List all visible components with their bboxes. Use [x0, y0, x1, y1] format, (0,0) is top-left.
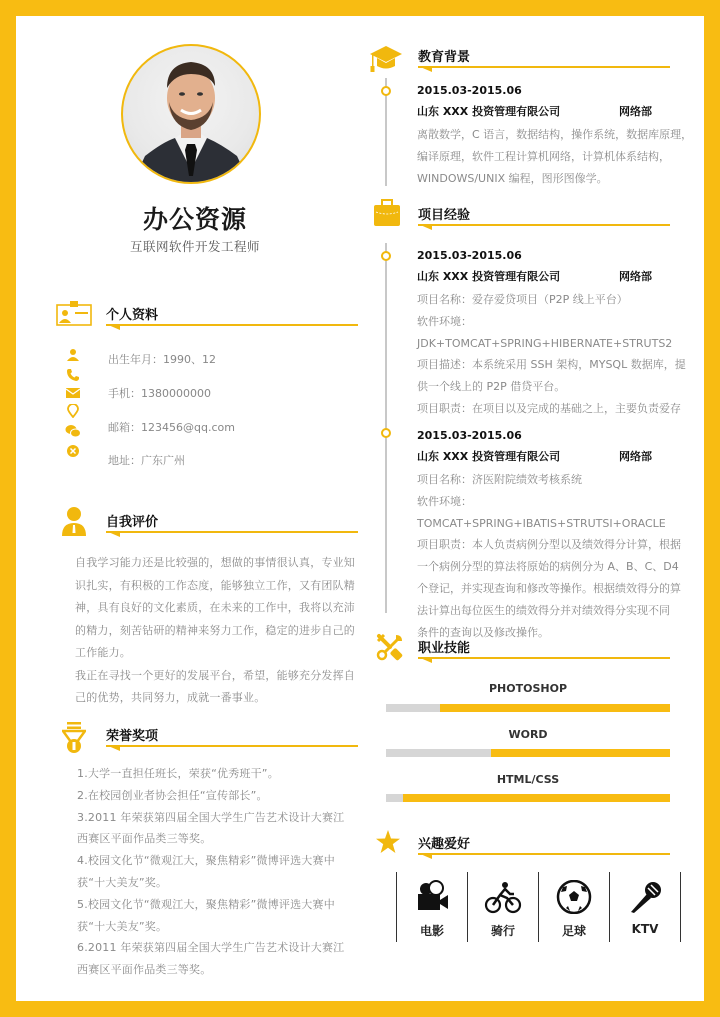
portrait-photo: [123, 46, 259, 182]
honor-item: 6.2011 年荣获第四届全国大学生广告艺术设计大赛江西赛区平面作品类三等奖。: [77, 941, 345, 977]
entry-dept: 网络部: [619, 105, 652, 118]
person-icon: [66, 348, 80, 362]
cycling-icon: [483, 880, 523, 914]
medal-icon: [62, 722, 86, 754]
divider-arrow: [418, 657, 432, 663]
section-header-skills: [418, 637, 670, 667]
wechat-icon: [65, 424, 81, 438]
info-phone: 手机：1380000000: [108, 387, 211, 400]
skill-bar-photoshop: [386, 704, 670, 712]
section-title: 项目经验: [418, 208, 471, 223]
entry-line: 供一个线上的 P2P 借贷平台。: [417, 380, 566, 394]
info-address: 地址：广东广州: [108, 454, 185, 467]
entry-details: [417, 124, 693, 189]
divider: [680, 872, 681, 942]
self-eval-text: [75, 552, 355, 710]
entry-company: 山东 XXX 投资管理有限公司: [417, 270, 561, 283]
honor-item: 1.大学一直担任班长，荣获“优秀班干”。: [77, 767, 279, 780]
entry-line: 项目职责：本人负责病例分型以及绩效得分计算，根据: [417, 538, 681, 552]
divider-arrow: [418, 224, 432, 230]
entry-org: [417, 103, 679, 124]
hobby-label: 电影: [419, 924, 444, 938]
info-email[interactable]: 邮箱：123456@qq.com: [108, 421, 235, 434]
honor-item: 5.校园文化节“微观江大，聚焦精彩”微博评选大赛中获“十大美友”奖。: [77, 897, 335, 933]
honor-item: 4.校园文化节“微观江大，聚焦精彩”微博评选大赛中获“十大美友”奖。: [77, 854, 335, 889]
location-icon: [66, 404, 80, 418]
entry-dept: 网络部: [619, 450, 652, 463]
entry-org: [417, 268, 679, 289]
divider: [106, 531, 358, 533]
skill-name: PHOTOSHOP: [488, 682, 567, 695]
entry-line: 法计算出每位医生的绩效得分并对绩效得分实现不同: [417, 603, 670, 617]
entry-line: TOMCAT+SPRING+IBATIS+STRUTSI+ORACLE: [417, 516, 666, 530]
entry-line: 项目描述：本系统采用 SSH 架构，MYSQL 数据库，提: [417, 358, 686, 372]
info-birth: 出生年月：1990、12: [108, 353, 216, 366]
section-header-self-eval: [106, 511, 358, 541]
entry-details: [417, 289, 686, 420]
microphone-icon: [625, 880, 665, 914]
candidate-name: 办公资源: [142, 205, 247, 234]
star-icon: [376, 830, 400, 853]
skill-bar-html-css: [386, 794, 670, 802]
entry-line: 项目职责：在项目以及完成的基础之上，主要负责爱存: [417, 401, 681, 415]
timeline-dot: [381, 251, 391, 261]
divider-arrow: [106, 324, 120, 330]
divider-arrow: [106, 745, 120, 751]
movie-camera-icon: [412, 880, 452, 914]
section-header-projects: [418, 204, 670, 234]
entry-line: JDK+TOMCAT+SPRING+HIBERNATE+STRUTS2: [417, 336, 673, 350]
entry-line: 个登记，并实现查询和修改等操作。根据绩效得分的算: [417, 581, 681, 595]
hobby-movie: [397, 880, 467, 939]
self-eval-paragraph: 我正在寻找一个更好的发展平台，希望，能够充分发挥自己的优势，共同努力，成就一番事业。: [75, 668, 355, 704]
skill-name: HTML/CSS: [496, 773, 560, 786]
divider-arrow: [418, 853, 432, 859]
user-tie-icon: [62, 506, 86, 536]
honor-item: 2.在校园创业者协会担任“宣传部长”。: [77, 788, 268, 802]
entry-line: 条件的查询以及修改操作。: [417, 625, 549, 639]
entry-line: 离散数学，C 语言，数据结构，操作系统，数据库原理，: [417, 128, 693, 141]
divider: [418, 657, 670, 659]
entry-line: 编译原理，软件工程计算机网络，计算机体系结构，: [417, 149, 670, 163]
hobby-cycling: [468, 880, 538, 939]
timeline-dot: [381, 428, 391, 438]
avatar: [121, 44, 261, 184]
entry-line: 项目名称：爱存爱贷项目（P2P 线上平台）: [417, 293, 628, 306]
honors-list: [77, 763, 355, 981]
section-title: 个人资料: [106, 308, 159, 323]
soccer-ball-icon: [554, 880, 594, 914]
tools-icon: [376, 633, 404, 661]
skill-fill: [491, 749, 670, 757]
entry-line: WINDOWS/UNIX 编程，图形图像学。: [417, 171, 608, 185]
self-eval-paragraph: 自我学习能力还是比较强的，想做的事情很认真，专业知识扎实，有积极的工作态度，能够独立工作，又有团队精神，具有良好的文化素质，在未来的工作中，我将以充沛的精力，刻苦钻研的精神来努力工作，稳定的进步自己的工作能力。: [75, 556, 355, 659]
honor-item: 3.2011 年荣获第四届全国大学生广告艺术设计大赛江西赛区平面作品类三等奖。: [77, 810, 345, 846]
entry-company: 山东 XXX 投资管理有限公司: [417, 450, 561, 463]
section-header-honors: [106, 725, 358, 755]
divider: [418, 224, 670, 226]
divider-arrow: [106, 531, 120, 537]
skill-fill: [440, 704, 670, 712]
education-entry: [417, 84, 693, 189]
entry-line: 项目名称：济医附院绩效考核系统: [417, 473, 582, 486]
entry-line: 软件环境：: [417, 314, 472, 328]
section-title: 教育背景: [418, 50, 471, 65]
hobby-label: 足球: [561, 924, 586, 938]
hobby-label: KTV: [631, 922, 659, 936]
mail-icon: [66, 387, 80, 399]
entry-line: 软件环境：: [417, 494, 472, 508]
entry-dept: 网络部: [619, 270, 652, 283]
section-title: 兴趣爱好: [418, 837, 471, 852]
briefcase-icon: [374, 199, 400, 227]
section-header-hobbies: [418, 833, 670, 863]
skill-bar-word: [386, 749, 670, 757]
project-entry: [417, 249, 686, 420]
job-title: 互联网软件开发工程师: [129, 239, 260, 254]
section-header-personal: [106, 304, 358, 334]
divider: [418, 853, 670, 855]
close-circle-icon: [66, 444, 80, 458]
hobby-label: 骑行: [490, 924, 515, 938]
section-title: 自我评价: [106, 515, 159, 530]
phone-icon: [66, 368, 80, 382]
entry-date: 2015.03-2015.06: [417, 429, 522, 442]
id-card-icon: [56, 300, 92, 326]
entry-line: 一个病例分型的算法将原始的病例分为 A、B、C、D4: [417, 560, 679, 574]
section-title: 荣誉奖项: [106, 729, 159, 744]
divider: [106, 324, 358, 326]
skill-name: WORD: [508, 728, 548, 741]
section-header-education: [418, 46, 670, 76]
divider: [106, 745, 358, 747]
skill-fill: [403, 794, 670, 802]
divider: [418, 66, 670, 68]
entry-details: [417, 469, 679, 643]
project-entry: [417, 429, 679, 643]
hobby-soccer: [539, 880, 609, 939]
section-title: 职业技能: [418, 641, 471, 656]
entry-org: [417, 448, 679, 469]
entry-date: 2015.03-2015.06: [417, 249, 522, 262]
divider-arrow: [418, 66, 432, 72]
entry-company: 山东 XXX 投资管理有限公司: [417, 105, 561, 118]
entry-date: 2015.03-2015.06: [417, 84, 522, 97]
graduation-cap-icon: [369, 44, 403, 74]
timeline-dot: [381, 86, 391, 96]
hobby-ktv: [610, 880, 680, 936]
